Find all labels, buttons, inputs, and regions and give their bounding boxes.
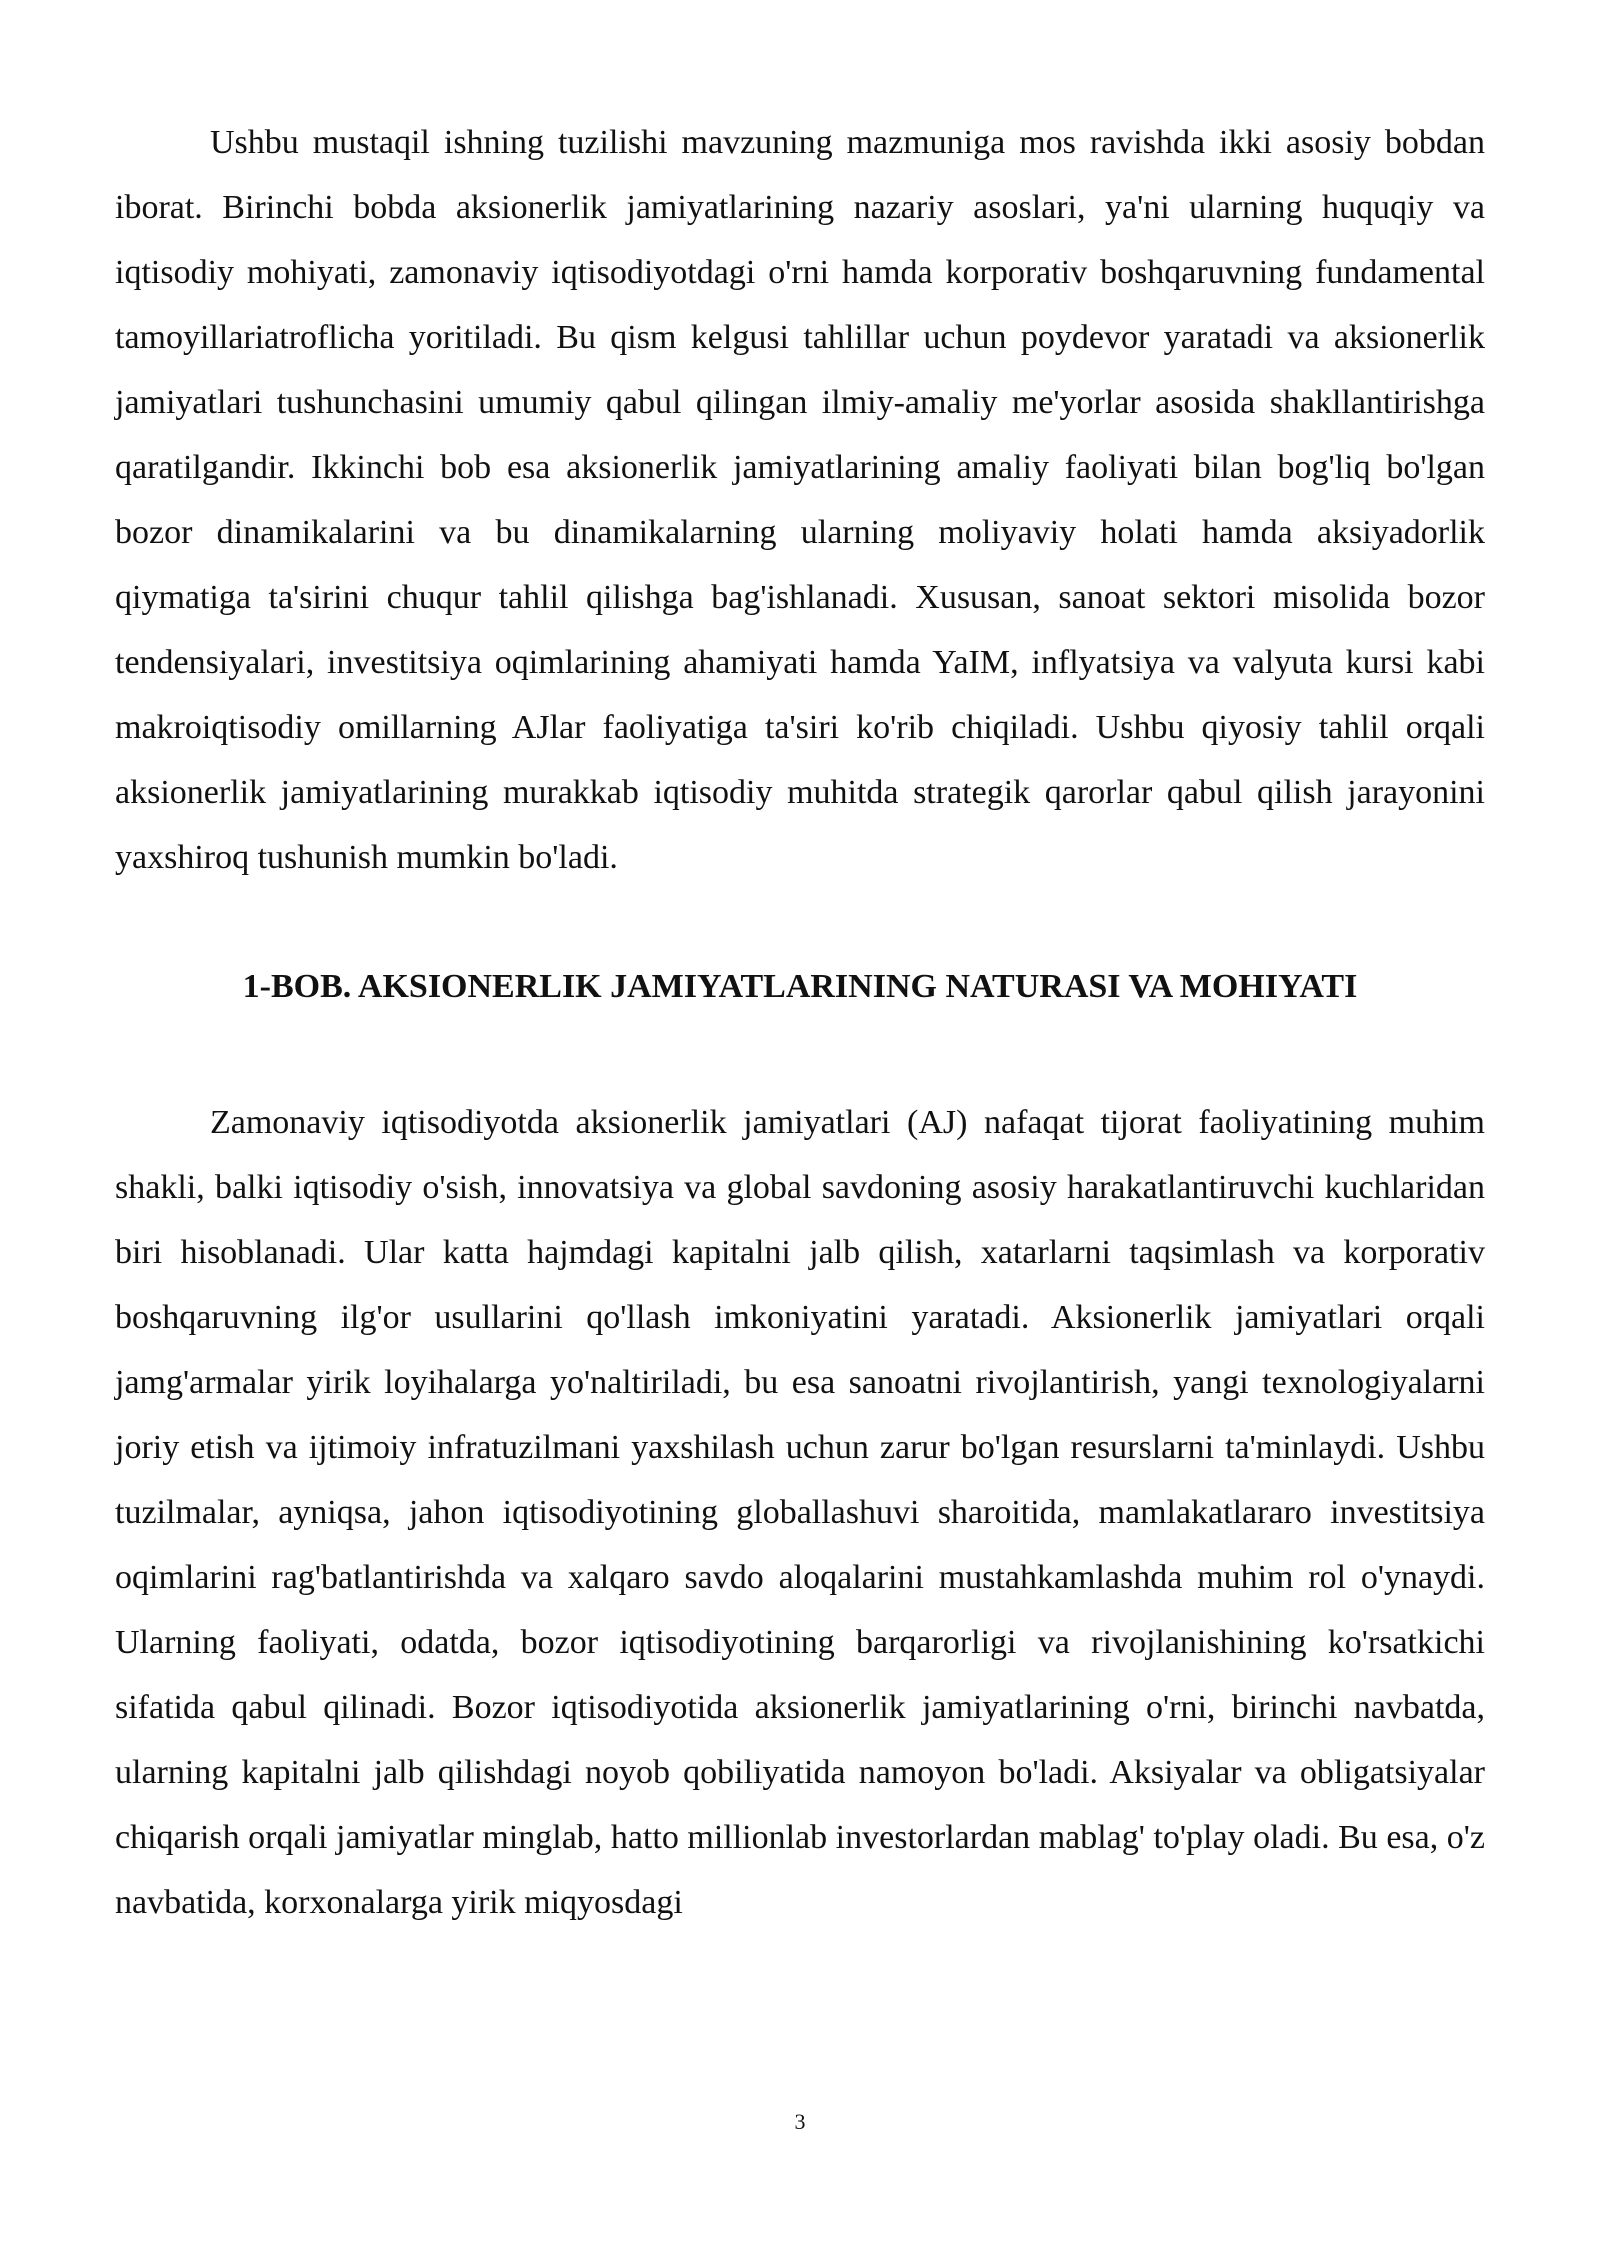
intro-paragraph: Ushbu mustaqil ishning tuzilishi mavzuning mazmuniga mos ravishda ikki asosiy bobdan iborat. Birinchi bobda aksionerlik jamiyatlarining nazariy asoslari, ya'ni ularning huquqiy va iqtisodiy mohiyati, zamonaviy iqtisodiyotdagi o'rni hamda korporativ boshqaruvning fundamental tamoyillariatroflicha yoritiladi. Bu qism kelgusi tahlillar uchun poydevor yaratadi va aksionerlik jamiyatlari tushunchasini umumiy qabul qilingan ilmiy-amaliy me'yorlar asosida shakllantirishga qaratilgandir. Ikkinchi bob esa aksionerlik jamiyatlarining amaliy faoliyati bilan bog'liq bo'lgan bozor dinamikalarini va bu dinamikalarning ularning moliyaviy holati hamda aksiyadorlik qiymatiga ta'sirini chuqur tahlil qilishga bag'ishlanadi. Xususan, sanoat sektori misolida bozor tendensiyalari, investitsiya oqimlarining ahamiyati hamda YaIM, inflyatsiya va valyuta kursi kabi makroiqtisodiy omillarning AJlar faoliyatiga ta'siri ko'rib chiqiladi. Ushbu qiyosiy tahlil orqali aksionerlik jamiyatlarining murakkab iqtisodiy muhitda strategik qarorlar qabul qilish jarayonini yaxshiroq tushunish mumkin bo'ladi. [115, 124, 1485, 876]
page-content [115, 110, 1485, 1935]
chapter-heading: 1-BOB. AKSIONERLIK JAMIYATLARINING NATURASI VA MOHIYATI [242, 968, 1358, 1005]
page-number: 3 [794, 2109, 806, 2134]
chapter-paragraph: Zamonaviy iqtisodiyotda aksionerlik jamiyatlari (AJ) nafaqat tijorat faoliyatining muhim shakli, balki iqtisodiy o'sish, innovatsiya va global savdoning asosiy harakatlantiruvchi kuchlaridan biri hisoblanadi. Ular katta hajmdagi kapitalni jalb qilish, xatarlarni taqsimlash va korporativ boshqaruvning ilg'or usullarini qo'llash imkoniyatini yaratadi. Aksionerlik jamiyatlari orqali jamg'armalar yirik loyihalarga yo'naltiriladi, bu esa sanoatni rivojlantirish, yangi texnologiyalarni joriy etish va ijtimoiy infratuzilmani yaxshilash uchun zarur bo'lgan resurslarni ta'minlaydi. Ushbu tuzilmalar, ayniqsa, jahon iqtisodiyotining globallashuvi sharoitida, mamlakatlararo investitsiya oqimlarini rag'batlantirishda va xalqaro savdo aloqalarini mustahkamlashda muhim rol o'ynaydi. Ularning faoliyati, odatda, bozor iqtisodiyotining barqarorligi va rivojlanishining ko'rsatkichi sifatida qabul qilinadi. Bozor iqtisodiyotida aksionerlik jamiyatlarining o'rni, birinchi navbatda, ularning kapitalni jalb qilishdagi noyob qobiliyatida namoyon bo'ladi. Aksiyalar va obligatsiyalar chiqarish orqali jamiyatlar minglab, hatto millionlab investorlardan mablag' to'play oladi. Bu esa, o'z navbatida, korxonalarga yirik miqyosdagi [115, 1104, 1485, 1921]
